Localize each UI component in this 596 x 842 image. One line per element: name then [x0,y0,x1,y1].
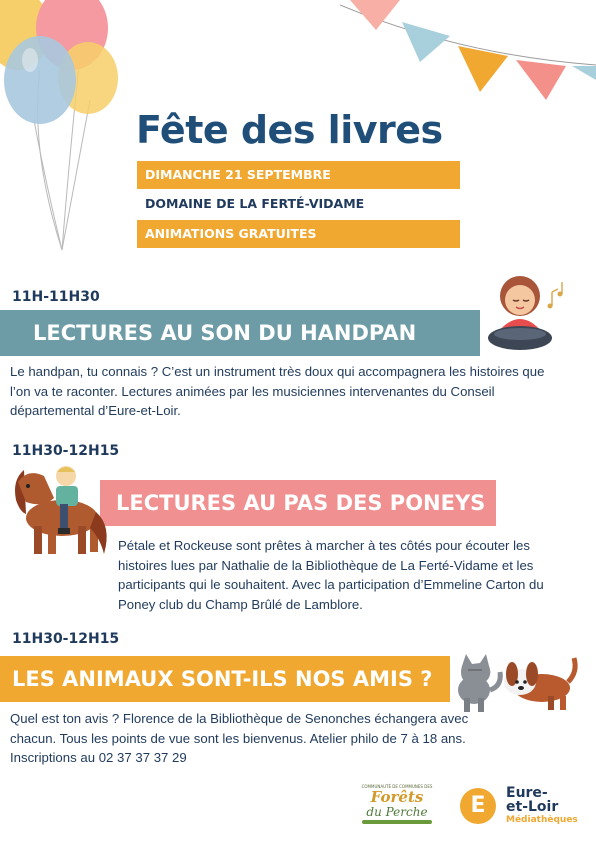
section-1-time: 11H-11H30 [12,289,100,305]
section-2-banner: LECTURES AU PAS DES PONEYS [100,480,496,526]
pony-child-icon [4,460,116,564]
eure-logo-line1: Eure- [506,785,548,801]
cat-dog-icon [452,642,582,714]
place-label: DOMAINE DE LA FERTÉ-VIDAME [145,196,365,211]
forets-logo-grass [362,820,432,824]
eure-logo-line2: et-Loir [506,799,559,815]
section-3-time: 11H30-12H15 [12,631,120,647]
balloons-icon [0,0,130,270]
eure-logo-mark [460,788,496,824]
section-2-time: 11H30-12H15 [12,443,120,459]
page-title: Fête des livres [136,108,443,152]
forets-logo-small: COMMUNAUTÉ DE COMMUNES DES [361,784,433,789]
girl-handpan-icon [480,272,580,364]
forets-logo-main: Forêts [370,788,424,806]
section-2-text: Pétale et Rockeuse sont prêtes à marcher à tes côtés pour écouter les histoires lues par Nathalie de la Bibliothèque de La Ferté-Vidame et les participants qui le souhaitent. Avec la participation d’Emmeline Carton du Poney club du Champ Brûlé de Lamblore. [118,538,544,612]
section-1-text: Le handpan, tu connais ? C’est un instrument très doux qui accompagnera les histoires que l’on va te raconter. Lectures animées par les musiciennes intervenantes du Conseil départemental d’Eure-et-Loir. [10,364,545,418]
eure-et-loir-logo [456,780,590,832]
section-3-text: Quel est ton avis ? Florence de la Bibliothèque de Senonches échangera avec chacun. Tous les points de vue sont les bienvenus. Atelier philo de 7 à 18 ans. Inscriptions au 02 37 37 37 29 [10,711,469,765]
forets-du-perche-logo [356,784,438,830]
bunting-icon [340,0,596,110]
eure-logo-letter: E [470,793,486,818]
free-bar: ANIMATIONS GRATUITES [137,220,460,248]
section-3-banner: LES ANIMAUX SONT-ILS NOS AMIS ? [0,656,450,702]
date-bar: DIMANCHE 21 SEPTEMBRE [137,161,460,189]
eure-logo-line3: Médiathèques [506,815,578,825]
forets-logo-sub: du Perche [366,805,428,819]
section-1-banner: LECTURES AU SON DU HANDPAN [0,310,480,356]
